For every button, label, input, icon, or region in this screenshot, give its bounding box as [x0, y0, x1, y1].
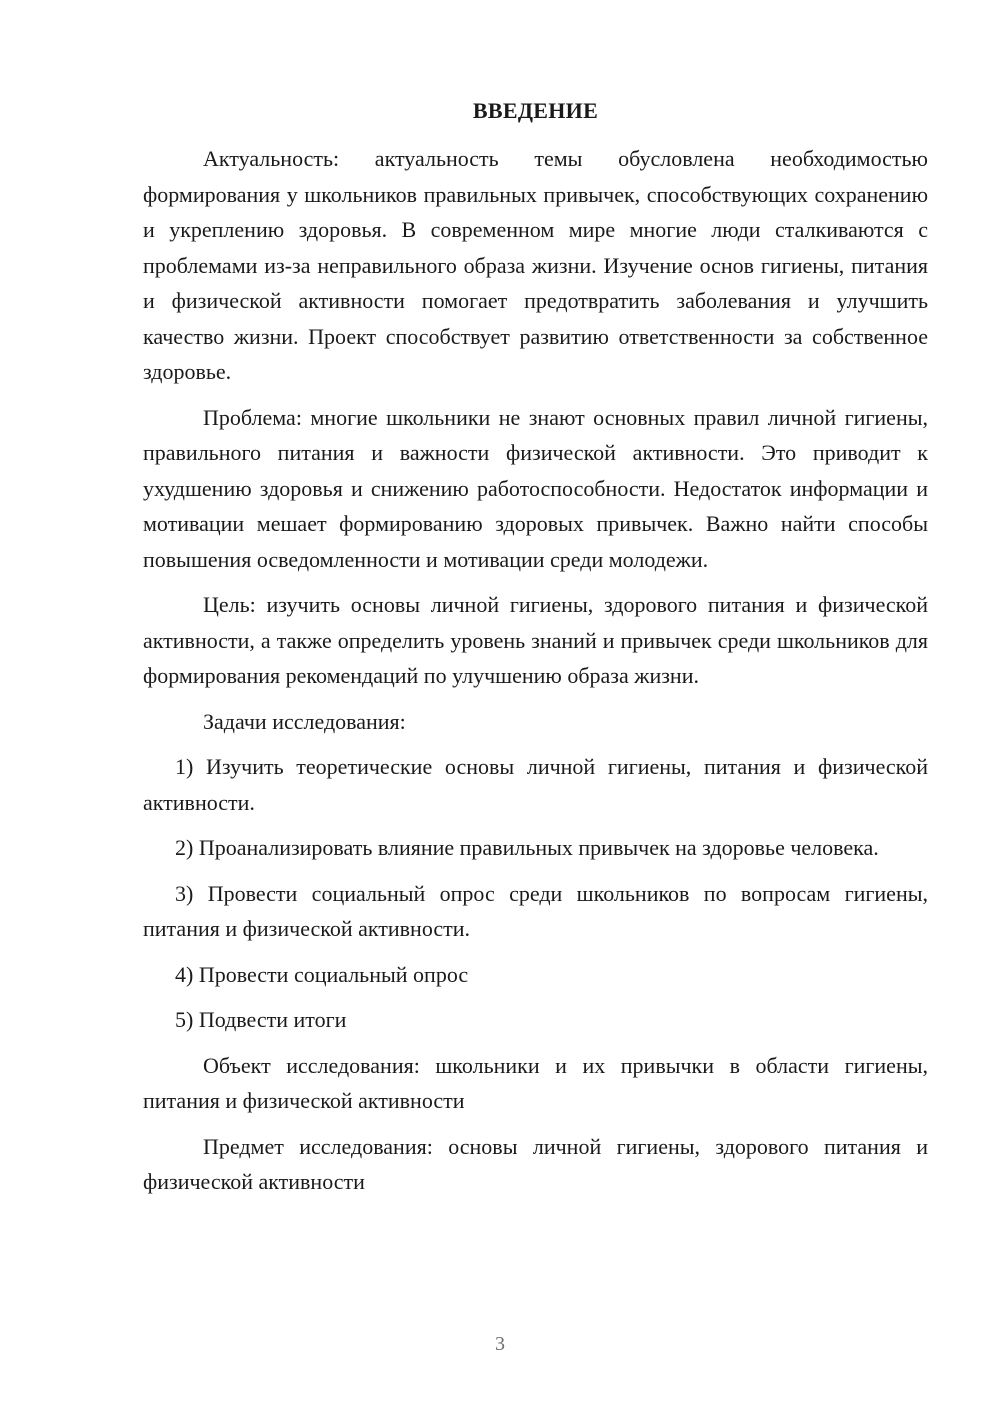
section-heading: ВВЕДЕНИЕ	[472, 98, 599, 123]
tasks-title: Задачи исследования:	[203, 708, 406, 734]
subject-paragraph: Предмет исследования: основы личной гигиены, здорового питания и физической активности	[143, 1133, 928, 1194]
task-item: 4) Провести социальный опрос	[175, 961, 469, 987]
problem-paragraph: Проблема: многие школьники не знают основных правил личной гигиены, правильного питания и важности физической активности. Это приводит к ухудшению здоровья и снижению работоспособности. Недостаток информации и мотивации мешает формированию здоровых привычек. Важно найти способы повышения осведомленности и мотивации среди молодежи.	[143, 404, 928, 572]
task-item: 1) Изучить теоретические основы личной гигиены, питания и физической активности.	[143, 754, 928, 815]
page-number: 3	[495, 1333, 505, 1355]
task-item: 5) Подвести итоги	[175, 1007, 347, 1032]
task-item: 2) Проанализировать влияние правильных привычек на здоровье человека.	[175, 835, 879, 860]
goal-paragraph: Цель: изучить основы личной гигиены, здорового питания и физической активности, а также определить уровень знаний и привычек среди школьников для формирования рекомендаций по улучшению образа жизни.	[143, 592, 928, 688]
page-content	[143, 93, 928, 1200]
object-paragraph: Объект исследования: школьники и их привычки в области гигиены, питания и физической активности	[143, 1052, 928, 1113]
task-item: 3) Провести социальный опрос среди школьников по вопросам гигиены, питания и физической активности.	[143, 880, 928, 941]
relevance-paragraph: Актуальность: актуальность темы обусловлена необходимостью формирования у школьников правильных привычек, способствующих сохранению и укреплению здоровья. В современном мире многие люди сталкиваются с проблемами из-за неправильного образа жизни. Изучение основ гигиены, питания и физической активности помогает предотвратить заболевания и улучшить качество жизни. Проект способствует развитию ответственности за собственное здоровье.	[143, 146, 928, 384]
